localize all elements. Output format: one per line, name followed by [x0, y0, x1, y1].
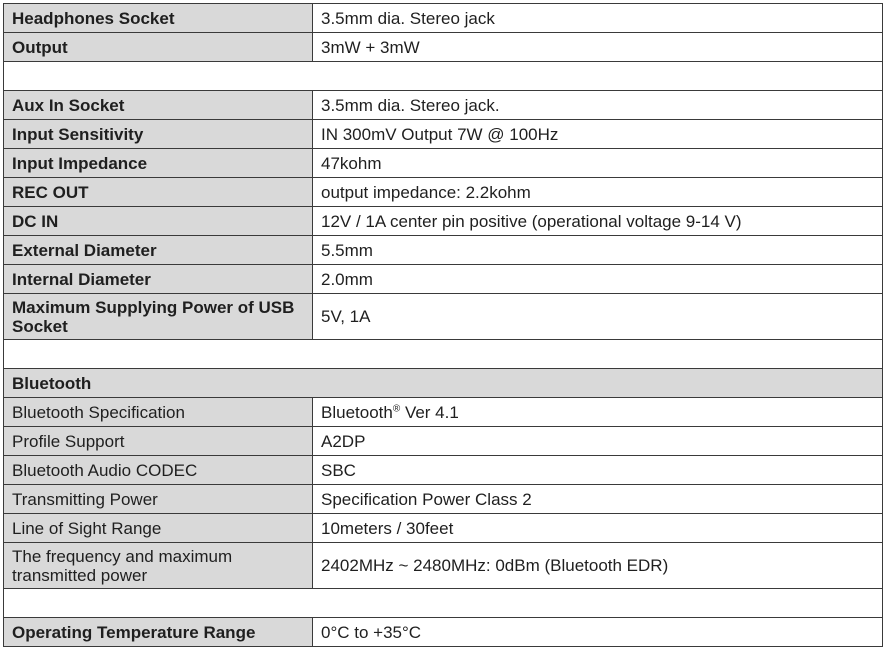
spec-label: DC IN — [4, 207, 313, 236]
spec-row — [4, 178, 883, 207]
spacer-cell — [4, 62, 883, 91]
spec-row — [4, 514, 883, 543]
spec-label: Maximum Supplying Power of USB Socket — [4, 294, 313, 340]
spec-row — [4, 149, 883, 178]
spec-label: The frequency and maximum transmitted power — [4, 543, 313, 589]
spec-value: 12V / 1A center pin positive (operational voltage 9-14 V) — [313, 207, 883, 236]
spec-row — [4, 265, 883, 294]
spec-value: 0°C to +35°C — [313, 618, 883, 647]
spec-value: A2DP — [313, 427, 883, 456]
spec-label: Output — [4, 33, 313, 62]
spec-row — [4, 33, 883, 62]
spec-label: Operating Temperature Range — [4, 618, 313, 647]
spec-value: Specification Power Class 2 — [313, 485, 883, 514]
spec-label: Headphones Socket — [4, 4, 313, 33]
spacer-cell — [4, 340, 883, 369]
spec-row — [4, 4, 883, 33]
spec-value-suffix: Ver 4.1 — [400, 402, 459, 422]
spec-row — [4, 398, 883, 427]
spec-row — [4, 294, 883, 340]
spec-value: 10meters / 30feet — [313, 514, 883, 543]
spec-row — [4, 456, 883, 485]
specifications-table — [3, 3, 883, 647]
spec-label: REC OUT — [4, 178, 313, 207]
spacer-row — [4, 62, 883, 91]
spec-row — [4, 485, 883, 514]
spec-row — [4, 618, 883, 647]
spec-row — [4, 207, 883, 236]
spec-label: Bluetooth Audio CODEC — [4, 456, 313, 485]
spec-value: SBC — [313, 456, 883, 485]
spec-label: Transmitting Power — [4, 485, 313, 514]
spec-value — [313, 398, 883, 427]
spec-value: output impedance: 2.2kohm — [313, 178, 883, 207]
section-header: Bluetooth — [4, 369, 883, 398]
registered-mark: ® — [392, 402, 401, 414]
spec-label: Aux In Socket — [4, 91, 313, 120]
spec-row — [4, 543, 883, 589]
spec-label: Line of Sight Range — [4, 514, 313, 543]
spec-value: 2402MHz ~ 2480MHz: 0dBm (Bluetooth EDR) — [313, 543, 883, 589]
spec-value: IN 300mV Output 7W @ 100Hz — [313, 120, 883, 149]
spec-row — [4, 427, 883, 456]
spec-label: External Diameter — [4, 236, 313, 265]
spec-value: 3.5mm dia. Stereo jack. — [313, 91, 883, 120]
spec-label: Input Sensitivity — [4, 120, 313, 149]
spacer-row — [4, 340, 883, 369]
spec-label: Bluetooth Specification — [4, 398, 313, 427]
spec-label: Profile Support — [4, 427, 313, 456]
spec-value: 5.5mm — [313, 236, 883, 265]
spec-row — [4, 91, 883, 120]
spec-value-text: Bluetooth — [321, 402, 393, 422]
spec-row — [4, 120, 883, 149]
spacer-cell — [4, 589, 883, 618]
spacer-row — [4, 589, 883, 618]
spec-value: 5V, 1A — [313, 294, 883, 340]
section-header-row — [4, 369, 883, 398]
spec-value: 2.0mm — [313, 265, 883, 294]
spec-value: 3mW + 3mW — [313, 33, 883, 62]
specifications-body — [4, 4, 883, 647]
spec-value: 47kohm — [313, 149, 883, 178]
spec-value: 3.5mm dia. Stereo jack — [313, 4, 883, 33]
spec-label: Internal Diameter — [4, 265, 313, 294]
spec-label: Input Impedance — [4, 149, 313, 178]
spec-row — [4, 236, 883, 265]
